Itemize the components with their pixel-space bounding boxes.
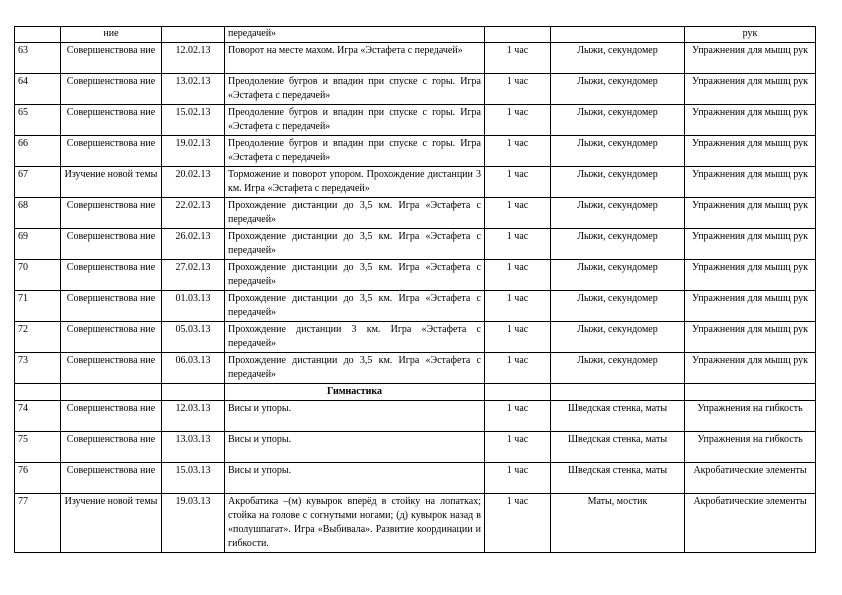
table-row <box>15 74 816 105</box>
cell-equipment: Шведская стенка, маты <box>551 401 685 432</box>
cell-exercises: Упражнения на гибкость <box>685 432 816 463</box>
cell-date: 12.02.13 <box>162 43 225 74</box>
cell-topic: Акробатика –(м) кувырок вперёд в стойку на лопатках; стойка на голове с согнутыми ногами; (д) кувырок назад в «полушпагат». Игра «Выбивала». Развитие координации и гибкости. <box>225 494 485 553</box>
cell-date: 27.02.13 <box>162 260 225 291</box>
cell-equipment: Лыжи, секундомер <box>551 74 685 105</box>
cell-date: 15.03.13 <box>162 463 225 494</box>
table-row <box>15 229 816 260</box>
cell-hours: 1 час <box>485 167 551 198</box>
cell-hours: 1 час <box>485 322 551 353</box>
cell-type: Совершенствова ние <box>61 198 162 229</box>
cell-topic: Висы и упоры. <box>225 401 485 432</box>
cell-equipment: Лыжи, секундомер <box>551 198 685 229</box>
cell-hours: 1 час <box>485 136 551 167</box>
cell-type <box>61 384 162 401</box>
table-row <box>15 105 816 136</box>
cell-date: 12.03.13 <box>162 401 225 432</box>
cell-topic: Поворот на месте махом. Игра «Эстафета с передачей» <box>225 43 485 74</box>
cell-date: 20.02.13 <box>162 167 225 198</box>
cell-hours <box>485 27 551 43</box>
cell-hours: 1 час <box>485 401 551 432</box>
cell-num: 74 <box>15 401 61 432</box>
cell-exercises: Упражнения для мышц рук <box>685 322 816 353</box>
cell-empty <box>551 384 685 401</box>
cell-hours: 1 час <box>485 229 551 260</box>
cell-date: 13.03.13 <box>162 432 225 463</box>
cell-type: Изучение новой темы <box>61 167 162 198</box>
cell-topic: Преодоление бугров и впадин при спуске с горы. Игра «Эстафета с передачей» <box>225 136 485 167</box>
cell-date: 22.02.13 <box>162 198 225 229</box>
cell-type: Совершенствова ние <box>61 291 162 322</box>
cell-exercises: Упражнения для мышц рук <box>685 136 816 167</box>
cell-equipment: Лыжи, секундомер <box>551 291 685 322</box>
cell-exercises: Упражнения для мышц рук <box>685 198 816 229</box>
cell-exercises: Акробатические элементы <box>685 494 816 553</box>
cell-hours: 1 час <box>485 43 551 74</box>
cell-topic: Прохождение дистанции до 3,5 км. Игра «Эстафета с передачей» <box>225 353 485 384</box>
cell-topic: Преодоление бугров и впадин при спуске с горы. Игра «Эстафета с передачей» <box>225 74 485 105</box>
cell-num <box>15 384 61 401</box>
cell-type: Совершенствова ние <box>61 136 162 167</box>
cell-exercises: рук <box>685 27 816 43</box>
cell-exercises: Упражнения для мышц рук <box>685 291 816 322</box>
cell-type: ние <box>61 27 162 43</box>
table-row <box>15 494 816 553</box>
table-row <box>15 401 816 432</box>
cell-num: 70 <box>15 260 61 291</box>
cell-date: 05.03.13 <box>162 322 225 353</box>
cell-num: 73 <box>15 353 61 384</box>
cell-equipment: Маты, мостик <box>551 494 685 553</box>
cell-exercises: Упражнения для мышц рук <box>685 74 816 105</box>
cell-topic: Прохождение дистанции до 3,5 км. Игра «Эстафета с передачей» <box>225 229 485 260</box>
table-row <box>15 463 816 494</box>
table-row <box>15 353 816 384</box>
cell-equipment: Лыжи, секундомер <box>551 43 685 74</box>
cell-num <box>15 27 61 43</box>
table-row <box>15 432 816 463</box>
cell-exercises: Упражнения для мышц рук <box>685 229 816 260</box>
cell-hours: 1 час <box>485 198 551 229</box>
cell-date <box>162 27 225 43</box>
cell-num: 65 <box>15 105 61 136</box>
cell-num: 71 <box>15 291 61 322</box>
cell-type: Совершенствова ние <box>61 463 162 494</box>
cell-hours: 1 час <box>485 494 551 553</box>
cell-num: 66 <box>15 136 61 167</box>
cell-topic: Прохождение дистанции 3 км. Игра «Эстафета с передачей» <box>225 322 485 353</box>
cell-num: 72 <box>15 322 61 353</box>
cell-topic: Висы и упоры. <box>225 463 485 494</box>
cell-date: 06.03.13 <box>162 353 225 384</box>
cell-topic: Висы и упоры. <box>225 432 485 463</box>
cell-num: 68 <box>15 198 61 229</box>
cell-date: 13.02.13 <box>162 74 225 105</box>
cell-type: Совершенствова ние <box>61 74 162 105</box>
cell-topic: Прохождение дистанции до 3,5 км. Игра «Эстафета с передачей» <box>225 291 485 322</box>
cell-num: 63 <box>15 43 61 74</box>
cell-type: Совершенствова ние <box>61 353 162 384</box>
cell-equipment: Лыжи, секундомер <box>551 229 685 260</box>
table-row <box>15 198 816 229</box>
cell-equipment <box>551 27 685 43</box>
cell-date: 19.03.13 <box>162 494 225 553</box>
cell-type: Совершенствова ние <box>61 229 162 260</box>
cell-equipment: Лыжи, секундомер <box>551 105 685 136</box>
cell-equipment: Шведская стенка, маты <box>551 432 685 463</box>
cell-topic: Торможение и поворот упором. Прохождение дистанции 3 км. Игра «Эстафета с передачей» <box>225 167 485 198</box>
cell-empty <box>685 384 816 401</box>
cell-equipment: Лыжи, секундомер <box>551 167 685 198</box>
cell-num: 69 <box>15 229 61 260</box>
cell-hours: 1 час <box>485 432 551 463</box>
cell-hours: 1 час <box>485 74 551 105</box>
cell-exercises: Акробатические элементы <box>685 463 816 494</box>
lesson-plan-table <box>14 26 816 553</box>
cell-hours: 1 час <box>485 291 551 322</box>
cell-topic: передачей» <box>225 27 485 43</box>
cell-num: 64 <box>15 74 61 105</box>
cell-type: Совершенствова ние <box>61 43 162 74</box>
cell-type: Совершенствова ние <box>61 401 162 432</box>
cell-topic: Прохождение дистанции до 3,5 км. Игра «Эстафета с передачей» <box>225 260 485 291</box>
cell-date: 01.03.13 <box>162 291 225 322</box>
table-row <box>15 43 816 74</box>
cell-date: 26.02.13 <box>162 229 225 260</box>
cell-num: 76 <box>15 463 61 494</box>
cell-type: Изучение новой темы <box>61 494 162 553</box>
cell-type: Совершенствова ние <box>61 260 162 291</box>
cell-num: 67 <box>15 167 61 198</box>
cell-empty <box>485 384 551 401</box>
cell-equipment: Лыжи, секундомер <box>551 353 685 384</box>
cell-equipment: Шведская стенка, маты <box>551 463 685 494</box>
cell-hours: 1 час <box>485 105 551 136</box>
cell-equipment: Лыжи, секундомер <box>551 322 685 353</box>
cell-exercises: Упражнения на гибкость <box>685 401 816 432</box>
cell-exercises: Упражнения для мышц рук <box>685 105 816 136</box>
cell-hours: 1 час <box>485 353 551 384</box>
cell-date <box>162 384 225 401</box>
cell-exercises: Упражнения для мышц рук <box>685 353 816 384</box>
table-row <box>15 167 816 198</box>
table-row <box>15 322 816 353</box>
cell-num: 75 <box>15 432 61 463</box>
table-row <box>15 260 816 291</box>
cell-exercises: Упражнения для мышц рук <box>685 43 816 74</box>
cell-type: Совершенствова ние <box>61 432 162 463</box>
section-title: Гимнастика <box>225 384 485 401</box>
table-row <box>15 27 816 43</box>
table-row <box>15 136 816 167</box>
cell-hours: 1 час <box>485 463 551 494</box>
table-row <box>15 291 816 322</box>
cell-equipment: Лыжи, секундомер <box>551 260 685 291</box>
cell-topic: Прохождение дистанции до 3,5 км. Игра «Эстафета с передачей» <box>225 198 485 229</box>
cell-exercises: Упражнения для мышц рук <box>685 167 816 198</box>
cell-exercises: Упражнения для мышц рук <box>685 260 816 291</box>
cell-hours: 1 час <box>485 260 551 291</box>
section-row <box>15 384 816 401</box>
cell-date: 19.02.13 <box>162 136 225 167</box>
cell-type: Совершенствова ние <box>61 105 162 136</box>
cell-date: 15.02.13 <box>162 105 225 136</box>
cell-type: Совершенствова ние <box>61 322 162 353</box>
cell-num: 77 <box>15 494 61 553</box>
cell-topic: Преодоление бугров и впадин при спуске с горы. Игра «Эстафета с передачей» <box>225 105 485 136</box>
cell-equipment: Лыжи, секундомер <box>551 136 685 167</box>
